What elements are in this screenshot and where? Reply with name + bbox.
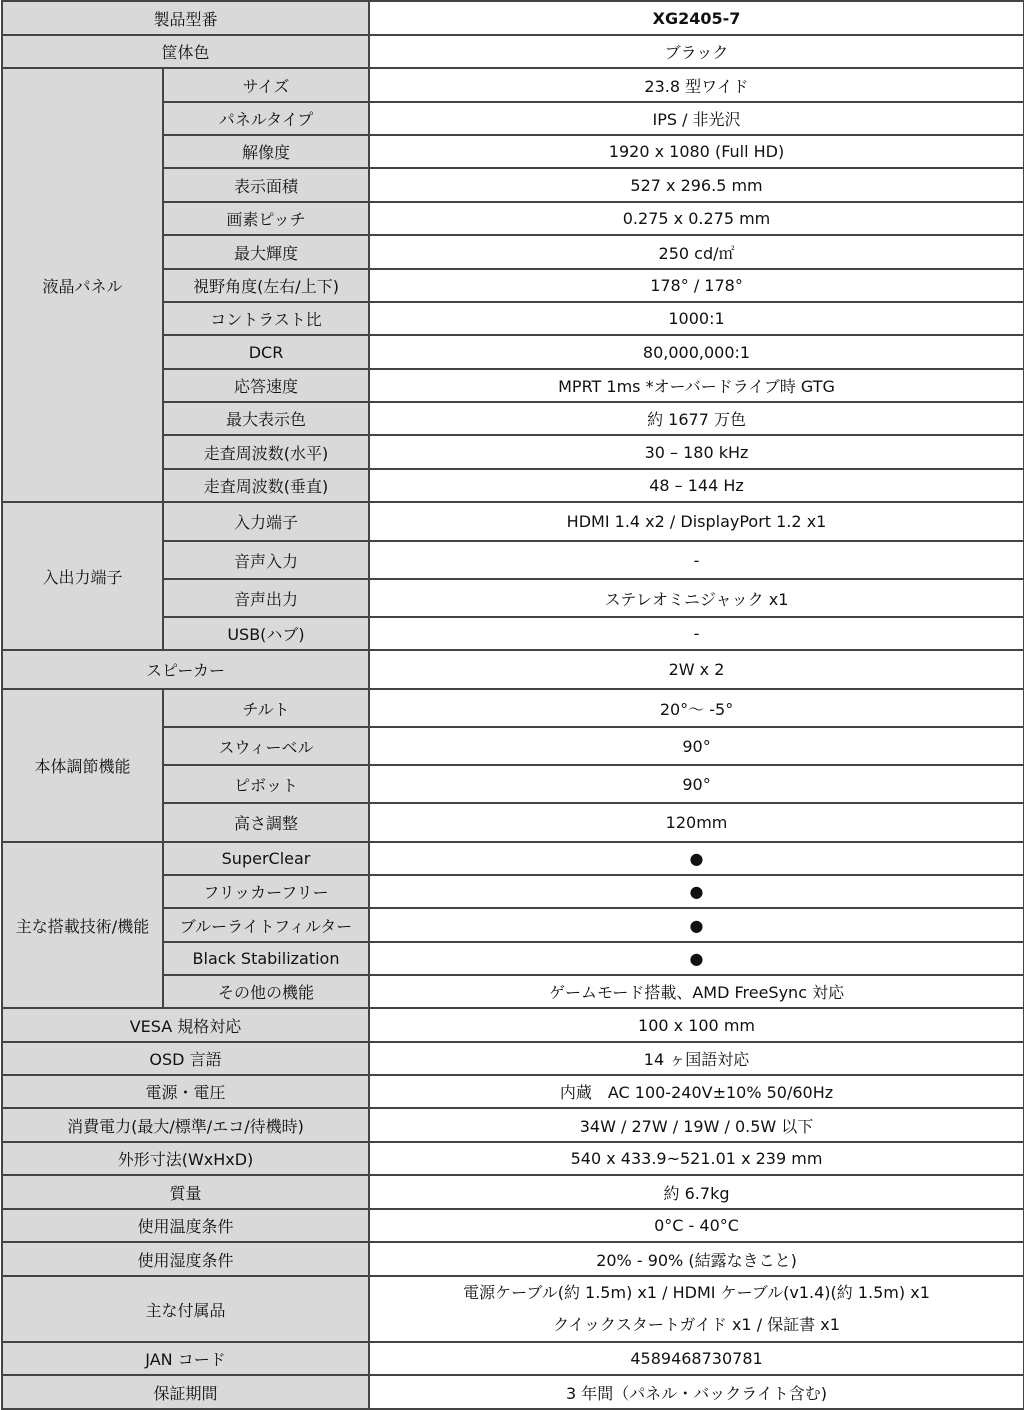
spec-value: 2W x 2 [369, 650, 1024, 689]
spec-value: 0.275 x 0.275 mm [369, 202, 1024, 235]
spec-value: 250 cd/㎡ [369, 235, 1024, 269]
spec-value: 34W / 27W / 19W / 0.5W 以下 [369, 1108, 1024, 1142]
spec-label: 製品型番 [2, 1, 369, 35]
spec-label: 質量 [2, 1175, 369, 1209]
spec-label: 主な付属品 [2, 1276, 369, 1342]
table-row [2, 35, 1024, 68]
spec-value: 14 ヶ国語対応 [369, 1042, 1024, 1075]
table-row [2, 650, 1024, 689]
spec-value: 90° [369, 765, 1024, 803]
spec-value: MPRT 1ms *オーバードライブ時 GTG [369, 369, 1024, 402]
spec-table [1, 0, 1024, 1410]
spec-label: ブルーライトフィルター [163, 908, 369, 942]
table-row [2, 1075, 1024, 1108]
spec-value: 540 x 433.9~521.01 x 239 mm [369, 1142, 1024, 1175]
table-row [2, 1276, 1024, 1342]
spec-label: OSD 言語 [2, 1042, 369, 1075]
table-row [2, 1042, 1024, 1075]
spec-value: 内蔵 AC 100-240V±10% 50/60Hz [369, 1075, 1024, 1108]
table-row [2, 1242, 1024, 1276]
spec-label: 保証期間 [2, 1375, 369, 1409]
spec-value: ブラック [369, 35, 1024, 68]
spec-value: ● [369, 942, 1024, 975]
spec-label: 音声入力 [163, 541, 369, 579]
spec-label: 最大表示色 [163, 402, 369, 435]
spec-value: 約 1677 万色 [369, 402, 1024, 435]
table-row [2, 502, 1024, 541]
table-row [2, 1209, 1024, 1242]
spec-label: 消費電力(最大/標準/エコ/待機時) [2, 1108, 369, 1142]
spec-value: 3 年間（パネル・バックライト含む) [369, 1375, 1024, 1409]
spec-value: 80,000,000:1 [369, 335, 1024, 369]
spec-value: 100 x 100 mm [369, 1008, 1024, 1042]
spec-label: サイズ [163, 68, 369, 102]
table-row [2, 1342, 1024, 1375]
spec-label: ピボット [163, 765, 369, 803]
table-row [2, 842, 1024, 875]
spec-label: SuperClear [163, 842, 369, 875]
spec-value: ゲームモード搭載、AMD FreeSync 対応 [369, 975, 1024, 1008]
spec-value: ● [369, 908, 1024, 942]
spec-value: ● [369, 875, 1024, 908]
spec-value: 178° / 178° [369, 269, 1024, 302]
spec-group-label: 液晶パネル [2, 68, 163, 502]
spec-label: 入力端子 [163, 502, 369, 541]
table-row [2, 1108, 1024, 1142]
spec-label: 高さ調整 [163, 803, 369, 842]
spec-label: パネルタイプ [163, 102, 369, 135]
spec-value: 20°～ -5° [369, 689, 1024, 727]
spec-label: 筐体色 [2, 35, 369, 68]
spec-label: その他の機能 [163, 975, 369, 1008]
spec-value: HDMI 1.4 x2 / DisplayPort 1.2 x1 [369, 502, 1024, 541]
spec-value-line: クイックスタートガイド x1 / 保証書 x1 [553, 1315, 840, 1334]
spec-value: 48 – 144 Hz [369, 469, 1024, 502]
spec-value: ステレオミニジャック x1 [369, 579, 1024, 617]
spec-label: 音声出力 [163, 579, 369, 617]
spec-label: スウィーベル [163, 727, 369, 765]
spec-label: 画素ピッチ [163, 202, 369, 235]
spec-value: 90° [369, 727, 1024, 765]
spec-value: IPS / 非光沢 [369, 102, 1024, 135]
spec-value [369, 1276, 1024, 1342]
spec-value: 4589468730781 [369, 1342, 1024, 1375]
spec-label: フリッカーフリー [163, 875, 369, 908]
spec-label: JAN コード [2, 1342, 369, 1375]
spec-label: USB(ハブ) [163, 617, 369, 650]
spec-label: 走査周波数(水平) [163, 435, 369, 469]
spec-value: 1000:1 [369, 302, 1024, 335]
spec-label: 使用温度条件 [2, 1209, 369, 1242]
table-row [2, 1, 1024, 35]
spec-value: XG2405-7 [369, 1, 1024, 35]
spec-label: 解像度 [163, 135, 369, 168]
table-row [2, 1008, 1024, 1042]
spec-value: 527 x 296.5 mm [369, 168, 1024, 202]
spec-label: 走査周波数(垂直) [163, 469, 369, 502]
spec-label: コントラスト比 [163, 302, 369, 335]
spec-label: 応答速度 [163, 369, 369, 402]
table-row [2, 1175, 1024, 1209]
spec-value: 20% - 90% (結露なきこと) [369, 1242, 1024, 1276]
spec-value: 0°C - 40°C [369, 1209, 1024, 1242]
spec-label: DCR [163, 335, 369, 369]
spec-label: スピーカー [2, 650, 369, 689]
table-row [2, 689, 1024, 727]
spec-label: Black Stabilization [163, 942, 369, 975]
spec-value: 1920 x 1080 (Full HD) [369, 135, 1024, 168]
spec-value-line: 電源ケーブル(約 1.5m) x1 / HDMI ケーブル(v1.4)(約 1.5m) x1 [463, 1283, 930, 1302]
spec-value: 30 – 180 kHz [369, 435, 1024, 469]
spec-value: 約 6.7kg [369, 1175, 1024, 1209]
table-row [2, 1375, 1024, 1409]
spec-label: 最大輝度 [163, 235, 369, 269]
spec-label: チルト [163, 689, 369, 727]
spec-label: VESA 規格対応 [2, 1008, 369, 1042]
spec-group-label: 入出力端子 [2, 502, 163, 650]
spec-label: 外形寸法(WxHxD) [2, 1142, 369, 1175]
spec-value: - [369, 617, 1024, 650]
spec-group-label: 主な搭載技術/機能 [2, 842, 163, 1008]
spec-label: 使用湿度条件 [2, 1242, 369, 1276]
spec-value: ● [369, 842, 1024, 875]
spec-label: 表示面積 [163, 168, 369, 202]
table-row [2, 68, 1024, 102]
spec-group-label: 本体調節機能 [2, 689, 163, 842]
table-row [2, 1142, 1024, 1175]
spec-label: 電源・電圧 [2, 1075, 369, 1108]
spec-value: 120mm [369, 803, 1024, 842]
spec-value: - [369, 541, 1024, 579]
spec-value: 23.8 型ワイド [369, 68, 1024, 102]
spec-label: 視野角度(左右/上下) [163, 269, 369, 302]
